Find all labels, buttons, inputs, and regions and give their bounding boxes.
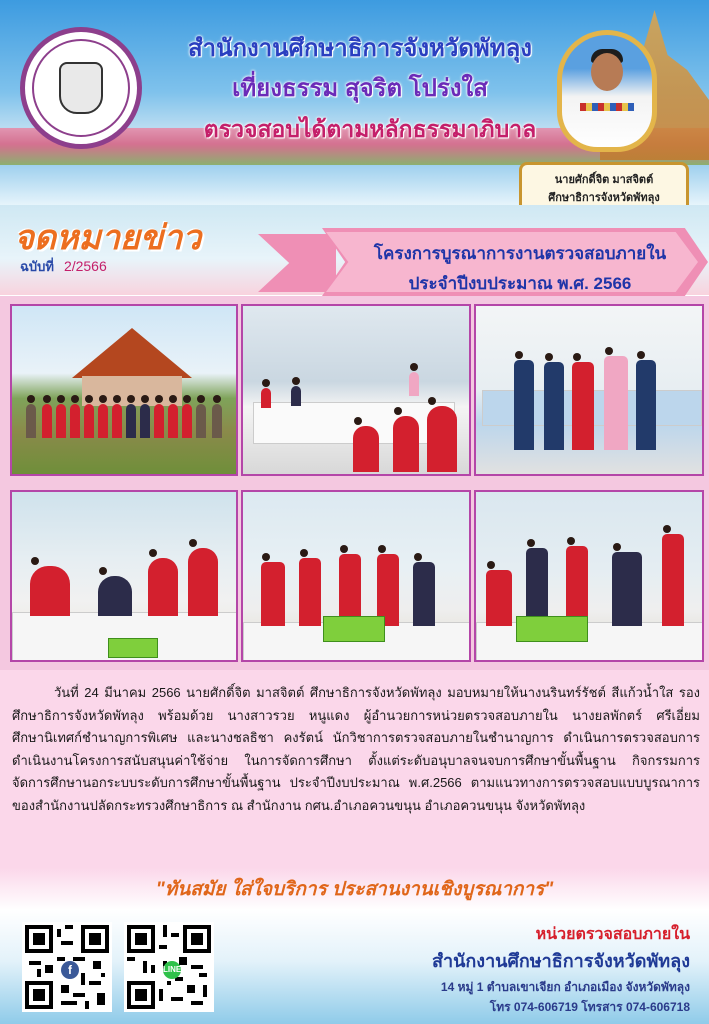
photo-file-check xyxy=(474,490,704,662)
newsletter-title: จดหมายข่าว xyxy=(14,219,202,257)
official-portrait xyxy=(562,35,652,147)
photo-group-outdoor xyxy=(10,304,238,476)
facebook-icon: f xyxy=(61,961,79,979)
subtitle: ตรวจสอบได้ตามหลักธรรมาภิบาล xyxy=(203,116,537,142)
issue-number: 2/2566 xyxy=(63,258,107,274)
photo-document-review xyxy=(10,490,238,662)
project-title-line2: ประจำปีงบประมาณ พ.ศ. 2566 xyxy=(408,274,632,293)
photo-meeting-room xyxy=(241,304,471,476)
footer-address: 14 หมู่ 1 ตำบลเขาเจียก อำเภอเมือง จังหวัดพัทลุง xyxy=(440,980,690,994)
motto: เที่ยงธรรม สุจริต โปร่งใส xyxy=(232,75,488,102)
photo-group-indoor xyxy=(474,304,704,476)
footer-unit: หน่วยตรวจสอบภายใน xyxy=(535,926,690,943)
emblem-icon xyxy=(59,62,103,114)
line-qr-code[interactable] xyxy=(124,922,214,1012)
article-body: วันที่ 24 มีนาคม 2566 นายศักดิ์จิต มาสจิตต์ ศึกษาธิการจังหวัดพัทลุง มอบหมายให้นางนรินทร์รัชต์ สีแก้วน้ำใส รองศึกษาธิการจังหวัดพัทลุง พร้อมด้วย นางสาวรวย หนูแดง ผู้อำนวยการหน่วยตรวจสอบภายใน นางยลพักตร์ ศรีเอี่ยม ศึกษานิเทศก์ชำนาญการพิเศษ และนางชลธิชา คงรัตน์ นักวิชาการตรวจสอบภายในชำนาญการ ดำเนินการตรวจสอบการดำเนินงานโครงการสนับสนุนค่าใช้จ่าย ในการจัดการศึกษา ตั้งแต่ระดับอนุบาลจนจบการศึกษาขั้นพื้นฐาน กิจกรรมการจัดการศึกษานอกระบบระดับการศึกษาขั้นพื้นฐาน ประจำปีงบประมาณ พ.ศ.2566 ตามแนวทางการตรวจสอบแบบบูรณาการของสำนักงานปลัดกระทรวงศึกษาธิการ ณ สำนักงาน กศน.อำเภอควนขนุน อำเภอควนขนุน จังหวัดพัทลุง xyxy=(12,685,700,813)
slogan: "ทันสมัย ใส่ใจบริการ ประสานงานเชิงบูรณาการ" xyxy=(155,879,554,900)
issue-info xyxy=(20,256,107,277)
ministry-seal-logo xyxy=(20,27,142,149)
line-icon: LINE xyxy=(163,961,181,979)
footer-office: สำนักงานศึกษาธิการจังหวัดพัทลุง xyxy=(431,951,690,971)
official-position: ศึกษาธิการจังหวัดพัทลุง xyxy=(548,192,660,204)
official-portrait-frame xyxy=(557,30,657,152)
facebook-qr-code[interactable] xyxy=(22,922,112,1012)
office-title: สำนักงานศึกษาธิการจังหวัดพัทลุง xyxy=(187,35,532,62)
official-name: นายศักดิ์จิต มาสจิตต์ xyxy=(554,174,654,186)
medal-ribbons xyxy=(580,103,634,111)
project-title-line1: โครงการบูรณาการงานตรวจสอบภายใน xyxy=(373,244,667,263)
footer-phone: โทร 074-606719 โทรสาร 074-606718 xyxy=(489,1000,690,1014)
issue-label: ฉบับที่ xyxy=(20,259,54,274)
photo-team-working xyxy=(241,490,471,662)
